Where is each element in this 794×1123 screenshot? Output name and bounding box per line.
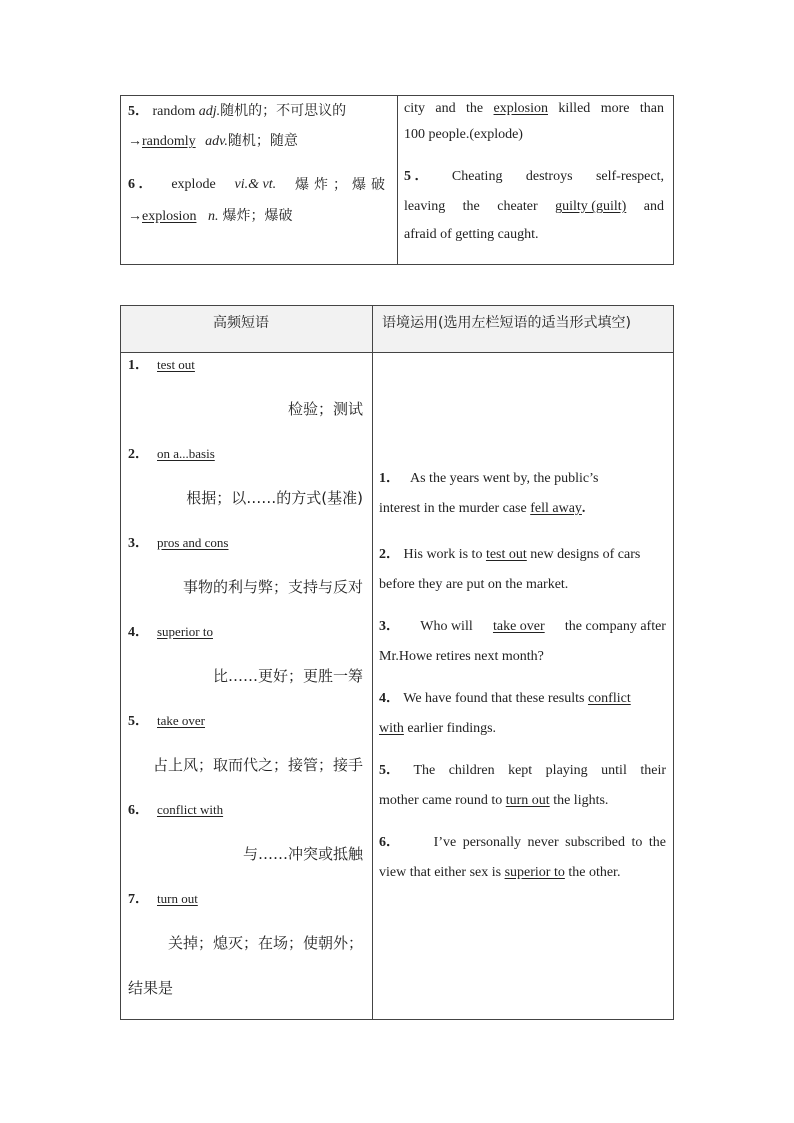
phrase-meaning: 根据；以……的方式(基准) — [186, 489, 363, 507]
answer-blank: test out — [485, 547, 527, 562]
arrow-icon: → — [128, 209, 142, 224]
phrase-meaning: 检验；测试 — [287, 400, 363, 418]
phrase-text: take over — [157, 713, 206, 728]
phrase-item: 2． on a...basis — [128, 446, 215, 462]
phrase-meaning: 关掉；熄灭；在场；使朝外； — [167, 934, 363, 952]
sentence-line: city and the explosion killed more than — [404, 101, 664, 116]
context-sentence-5: 5． The children kept playing until their mother came round to turn out the lights. — [379, 763, 666, 808]
vocab-meaning: 随机的；不可思议的 — [220, 103, 347, 119]
item-number: 5． — [128, 104, 149, 119]
answer-blank: with — [379, 721, 404, 736]
context-sentence-2: 2． His work is to test out new designs of cars before they are put on the market. — [379, 547, 641, 592]
phrase-meaning: 与……冲突或抵触 — [242, 845, 363, 863]
phrase-text: on a...basis — [157, 446, 215, 461]
phrase-text: superior to — [157, 624, 213, 639]
vocab-item-explode — [128, 176, 390, 194]
column-divider — [397, 96, 398, 264]
derived-meaning: 爆炸；爆破 — [222, 208, 293, 224]
vocab-meaning: 爆炸；爆破 — [294, 177, 390, 193]
phrase-text: turn out — [157, 891, 198, 906]
column-divider — [372, 306, 373, 1019]
phrase-meaning: 占上风；取而代之；接管；接手 — [152, 756, 363, 774]
derived-word-line — [128, 132, 298, 151]
phrase-item: 4． superior to — [128, 624, 213, 640]
phrase-meaning: 比……更好；更胜一筹 — [212, 667, 363, 685]
context-sentence-6: 6． I’ve personally never subscribed to the view that either sex is superior to the other. — [379, 835, 666, 880]
sentence-line: afraid of getting caught. — [404, 227, 539, 242]
derived-meaning: 随机；随意 — [227, 133, 298, 149]
derived-word-line — [128, 207, 292, 226]
phrase-text: conflict with — [157, 802, 224, 817]
header-context-usage: 语境运用(选用左栏短语的适当形式填空) — [382, 315, 631, 331]
phrase-table — [120, 305, 674, 1020]
vocab-table-continued — [120, 95, 674, 265]
vocab-item-random — [128, 102, 346, 121]
part-of-speech: n. — [207, 209, 219, 224]
context-sentence-4: 4． We have found that these results conflict with earlier findings. — [379, 691, 631, 736]
answer-blank: turn out — [505, 793, 550, 808]
sentence-item-5: 5 ． Cheating destroys self-respect, — [404, 169, 664, 184]
derived-word: explosion — [142, 209, 197, 224]
phrase-text: pros and cons — [157, 535, 229, 550]
item-number: 5 ． — [404, 169, 429, 184]
item-number: 6 ． — [128, 177, 153, 192]
header-phrases: 高频短语 — [213, 315, 269, 331]
phrase-item: 1． test out — [128, 357, 195, 373]
phrase-meaning: 事物的利与弊；支持与反对 — [182, 578, 363, 596]
vocab-word: random — [152, 104, 196, 119]
answer-blank: take over — [492, 619, 545, 634]
part-of-speech: vi.& vt. — [234, 177, 277, 192]
phrase-item: 3． pros and cons — [128, 535, 229, 551]
part-of-speech: adj. — [198, 104, 221, 119]
phrase-item: 5． take over — [128, 713, 206, 729]
context-sentence-3: 3． Who will take over the company after Mr.Howe retires next month? — [379, 619, 666, 664]
arrow-icon: → — [128, 134, 142, 149]
context-sentence-1: 1． As the years went by, the public’s interest in the murder case fell away. — [379, 471, 599, 516]
answer-blank: conflict — [587, 691, 631, 706]
answer-blank: guilty (guilt) — [555, 199, 627, 214]
answer-blank: superior to — [504, 865, 565, 880]
phrase-meaning: 结果是 — [128, 979, 174, 997]
derived-word: randomly — [142, 134, 196, 149]
phrase-text: test out — [157, 357, 195, 372]
phrase-item: 6． conflict with — [128, 802, 224, 818]
part-of-speech: adv. — [205, 134, 228, 149]
phrase-item: 7． turn out — [128, 891, 198, 907]
answer-blank: fell away — [530, 501, 582, 516]
sentence-line: leaving the cheater guilty (guilt) and — [404, 199, 664, 214]
vocab-word: explode — [171, 177, 216, 192]
sentence-line: 100 people.(explode) — [404, 127, 523, 142]
answer-blank: explosion — [493, 101, 548, 116]
